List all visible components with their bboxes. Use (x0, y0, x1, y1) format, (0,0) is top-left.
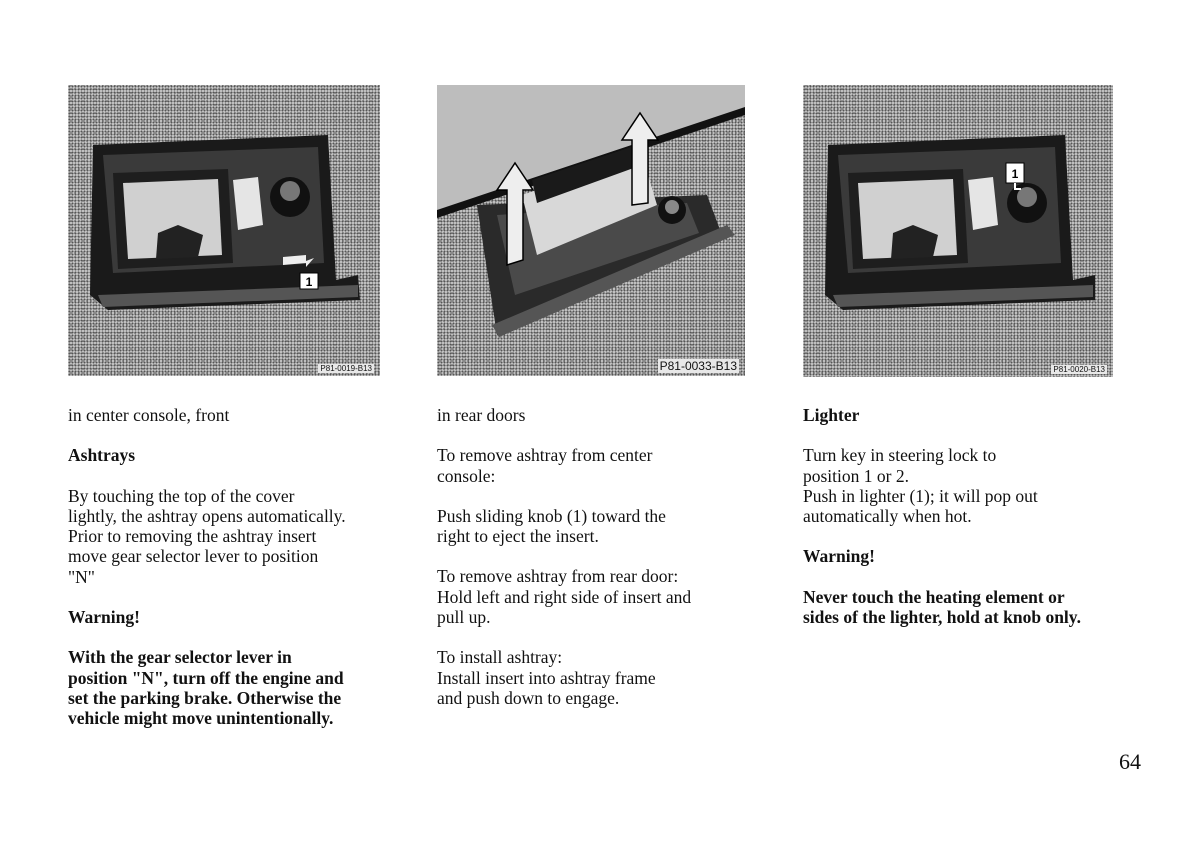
paragraph-line: lightly, the ashtray opens automatically. (68, 505, 346, 526)
warning-line: Never touch the heating element or (803, 586, 1065, 607)
figure-callout-1: 1 (1011, 167, 1019, 181)
rear-ashtray-illustration (437, 85, 745, 376)
paragraph-line: To remove ashtray from center (437, 445, 653, 466)
warning-line: position "N", turn off the engine and (68, 667, 344, 688)
paragraph-line: To remove ashtray from rear door: (437, 566, 679, 587)
paragraph-line: Prior to removing the ashtray insert (68, 526, 317, 547)
warning-heading: Warning! (68, 607, 140, 628)
subtitle: in center console, front (68, 405, 230, 425)
paragraph-line: Hold left and right side of insert and (437, 586, 692, 607)
paragraph-line: "N" (68, 566, 95, 587)
warning-heading: Warning! (803, 546, 875, 567)
paragraph-line: By touching the top of the cover (68, 485, 295, 506)
paragraph-line: and push down to engage. (437, 687, 620, 708)
paragraph-line: automatically when hot. (803, 506, 972, 527)
paragraph-line: To install ashtray: (437, 647, 563, 668)
figure-front-ashtray (68, 85, 380, 376)
figure-code: P81-0019-B13 (320, 364, 372, 373)
paragraph-line: pull up. (437, 607, 491, 628)
figure-lighter (803, 85, 1113, 377)
figure-code: P81-0020-B13 (1053, 365, 1105, 374)
figure-code: P81-0033-B13 (659, 359, 737, 373)
column-text (68, 405, 398, 729)
paragraph-line: position 1 or 2. (803, 465, 909, 486)
paragraph-line: Push sliding knob (1) toward the (437, 505, 666, 526)
paragraph-line: Install insert into ashtray frame (437, 667, 656, 688)
figure-rear-ashtray (437, 85, 745, 376)
column-text (803, 405, 1143, 627)
paragraph-line: console: (437, 465, 496, 486)
page-number: 64 (1119, 749, 1141, 774)
subtitle: in rear doors (437, 405, 526, 425)
paragraph-line: Push in lighter (1); it will pop out (803, 485, 1038, 506)
warning-line: vehicle might move unintentionally. (68, 708, 334, 729)
paragraph-line: move gear selector lever to position (68, 546, 319, 567)
lighter-illustration (803, 85, 1113, 377)
heading-ashtrays: Ashtrays (68, 445, 136, 466)
paragraph-line: right to eject the insert. (437, 526, 599, 547)
warning-line: With the gear selector lever in (68, 647, 292, 668)
figure-callout-1: 1 (305, 275, 313, 289)
heading-lighter: Lighter (803, 405, 860, 425)
paragraph-line: Turn key in steering lock to (803, 445, 997, 466)
warning-line: set the parking brake. Otherwise the (68, 687, 342, 708)
warning-line: sides of the lighter, hold at knob only. (803, 607, 1081, 628)
column-text (437, 405, 767, 708)
front-ashtray-illustration (68, 85, 380, 376)
